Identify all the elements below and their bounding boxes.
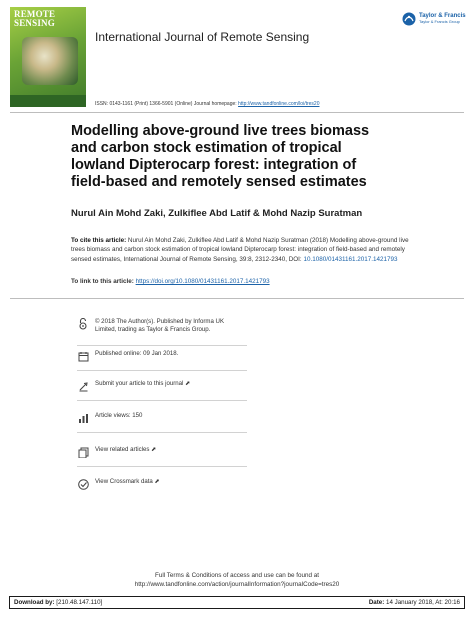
crossmark-text[interactable]: View Crossmark data xyxy=(95,478,153,485)
views-row xyxy=(77,412,247,424)
info-divider xyxy=(77,345,247,346)
external-link-icon: ⬈ xyxy=(151,446,157,453)
terms-notice xyxy=(0,572,474,589)
cite-label: To cite this article: xyxy=(71,237,128,244)
publisher-group: Taylor & Francis Group xyxy=(419,19,460,24)
info-divider xyxy=(77,432,247,433)
article-authors: Nurul Ain Mohd Zaki, Zulkiflee Abd Latif & Mohd Nazip Suratman xyxy=(71,208,363,219)
crossmark-row[interactable] xyxy=(77,478,247,490)
terms-line1: Full Terms & Conditions of access and use can be found at xyxy=(154,572,320,579)
bar-chart-icon xyxy=(77,412,89,424)
cover-title xyxy=(14,10,82,28)
external-link-icon: ⬈ xyxy=(185,380,191,387)
open-access-row xyxy=(77,318,247,334)
article-title: Modelling above-ground live trees biomass and carbon stock estimation of tropical lowland Dipterocarp forest: integration of field-based and remotely sensed estimates xyxy=(71,123,370,190)
download-bar xyxy=(9,596,465,609)
cover-satellite-image xyxy=(22,37,78,85)
journal-name: International Journal of Remote Sensing xyxy=(95,30,310,44)
citation-divider xyxy=(10,298,464,299)
cite-doi-link[interactable]: 10.1080/01431161.2017.1421793 xyxy=(303,255,398,263)
crossmark-icon xyxy=(77,478,89,490)
taylor-francis-icon xyxy=(402,12,416,26)
open-access-icon xyxy=(77,318,89,330)
external-link-icon: ⬈ xyxy=(154,478,160,485)
cite-text: Nurul Ain Mohd Zaki, Zulkiflee Abd Latif & Mohd Nazip Suratman (2018) Modelling above-ground live trees biomass and carbon stock estimation of tropical lowland Dipterocarp forest: integration of field-based and remotely sensed estimates, International Journal of Remote Sensing, 39:8, 2312-2340, DOI: xyxy=(71,237,409,263)
cover-band xyxy=(10,95,86,107)
info-divider xyxy=(77,370,247,371)
link-to-article xyxy=(71,278,270,285)
info-divider xyxy=(77,466,247,467)
journal-cover xyxy=(10,7,86,107)
submit-text[interactable]: Submit your article to this journal xyxy=(95,380,184,387)
info-divider xyxy=(77,400,247,401)
issn-line xyxy=(95,101,319,107)
download-label: Download by: xyxy=(14,599,55,606)
cover-title-line2: SENSING xyxy=(14,18,55,28)
open-access-text: © 2018 The Author(s). Published by Informa UK Limited, trading as Taylor & Francis Group. xyxy=(95,318,225,334)
related-text[interactable]: View related articles xyxy=(95,446,150,453)
cover-title-line1: REMOTE xyxy=(14,9,56,19)
date-label: Date: xyxy=(368,599,385,606)
views-text: Article views: 150 xyxy=(95,412,143,419)
calendar-icon xyxy=(77,350,89,362)
date-value: 14 January 2018, At: 20:16 xyxy=(384,599,460,606)
submit-row[interactable] xyxy=(77,380,247,392)
published-text: Published online: 09 Jan 2018. xyxy=(95,350,179,357)
article-doi-link[interactable]: https://doi.org/10.1080/01431161.2017.1421793 xyxy=(135,278,270,285)
link-label: To link to this article: xyxy=(71,278,136,285)
related-row[interactable] xyxy=(77,446,247,458)
download-date xyxy=(369,599,460,606)
related-articles-icon xyxy=(77,446,89,458)
submit-icon xyxy=(77,380,89,392)
citation-block xyxy=(71,236,421,264)
download-info xyxy=(14,599,102,606)
published-row xyxy=(77,350,247,362)
journal-homepage-link[interactable]: http://www.tandfonline.com/loi/tres20 xyxy=(238,101,320,107)
header-divider xyxy=(10,112,464,113)
publisher-logo xyxy=(402,12,466,26)
issn-text: ISSN: 0143-1161 (Print) 1366-5901 (Online) Journal homepage: xyxy=(95,101,239,107)
terms-link[interactable]: http://www.tandfonline.com/action/journalInformation?journalCode=tres20 xyxy=(134,580,340,588)
download-ip: [210.48.147.110] xyxy=(54,599,103,606)
publisher-name: Taylor & Francis xyxy=(419,13,466,19)
